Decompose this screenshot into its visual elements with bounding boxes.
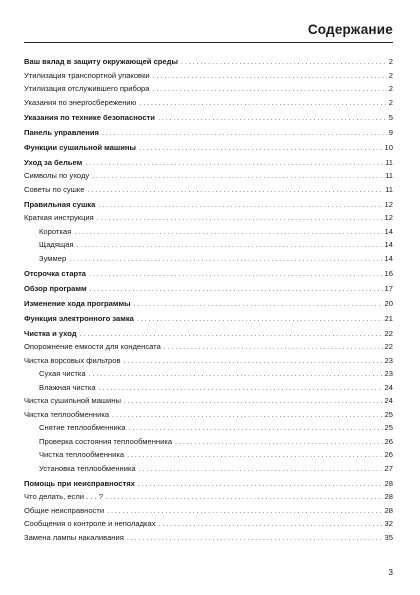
toc-entry-page: 14 [384, 226, 393, 236]
toc-dot-leader [153, 83, 387, 96]
toc-entry[interactable] [24, 69, 393, 83]
toc-entry-label: Установка теплообменника [39, 463, 136, 473]
toc-entry[interactable] [24, 198, 393, 212]
title-divider [24, 42, 393, 43]
toc-dot-leader [80, 328, 383, 341]
toc-entry-label: Уход за бельем [24, 157, 83, 167]
toc-entry-label: Общие неисправности [24, 505, 105, 515]
toc-entry-page: 14 [384, 240, 393, 249]
toc-entry-label: Указания по энергосбережению [24, 97, 137, 107]
toc-dot-leader [124, 355, 383, 368]
toc-dot-leader [85, 157, 383, 170]
toc-entry[interactable] [24, 156, 393, 170]
toc-entry-page: 14 [384, 253, 393, 263]
toc-entry-page: 22 [384, 342, 393, 351]
toc-entry-page: 23 [384, 355, 393, 365]
toc-dot-leader [134, 298, 383, 311]
toc-entry-page: 24 [384, 396, 393, 405]
toc-entry[interactable] [24, 490, 393, 504]
toc-dot-leader [137, 313, 383, 326]
toc-entry-label: Снятие теплообменника [39, 423, 126, 432]
toc-entry-label: Обзор программ [24, 283, 87, 293]
toc-entry-label: Ваш вклад в защиту окружающей среды [24, 57, 178, 66]
toc-entry-label: Замена лампы накаливания [24, 532, 124, 542]
toc-entry[interactable] [24, 55, 393, 69]
toc-entry-label: Символы по уходу [24, 171, 90, 180]
toc-entry-page: 5 [388, 112, 393, 122]
toc-entry-page: 28 [384, 505, 393, 515]
toc-entry-page: 10 [384, 142, 393, 152]
toc-dot-leader [153, 70, 387, 83]
toc-entry[interactable] [24, 421, 393, 435]
toc-entry[interactable] [24, 96, 393, 110]
toc-entry[interactable] [24, 381, 393, 395]
toc-dot-leader [87, 184, 383, 197]
toc-dot-leader [124, 395, 383, 408]
toc-entry-label: Чистка теплообменника [24, 409, 110, 419]
toc-entry-label: Советы по сушке [24, 184, 85, 194]
toc-entry-label: Отсрочка старта [24, 268, 87, 278]
toc-dot-leader [97, 212, 383, 225]
toc-dot-leader [90, 283, 383, 296]
toc-entry[interactable] [24, 111, 393, 125]
toc-entry-page: 16 [384, 268, 393, 278]
toc-entry-label: Короткая [39, 226, 72, 236]
toc-entry-page: 26 [384, 436, 393, 446]
toc-entry-page: 12 [384, 213, 393, 222]
toc-entry[interactable] [24, 340, 393, 354]
toc-entry[interactable] [24, 211, 393, 225]
toc-entry[interactable] [24, 531, 393, 545]
toc-entry[interactable] [24, 252, 393, 266]
toc-entry-label: Сухая чистка [39, 369, 86, 378]
toc-dot-leader [74, 226, 382, 239]
toc-dot-leader [139, 142, 383, 155]
toc-entry[interactable] [24, 238, 393, 252]
toc-entry-label: Утилизация транспортной упаковки [24, 70, 150, 80]
toc-entry-label: Сообщения о контроле и неполадках [24, 519, 156, 528]
toc-entry-label: Указания по технике безопасности [24, 112, 155, 122]
toc-entry[interactable] [24, 504, 393, 518]
toc-entry[interactable] [24, 477, 393, 491]
toc-entry-page: 11 [385, 171, 393, 180]
toc-entry-page: 21 [384, 313, 393, 323]
toc-entry-page: 2 [388, 57, 393, 66]
toc-entry[interactable] [24, 367, 393, 381]
toc-dot-leader [158, 112, 387, 125]
toc-dot-leader [98, 199, 382, 212]
toc-dot-leader [159, 518, 383, 531]
toc-entry[interactable] [24, 448, 393, 462]
toc-entry-label: Проверка состояния теплообменника [39, 436, 173, 446]
toc-entry-label: Щадящая [39, 240, 74, 249]
toc-dot-leader [112, 409, 382, 422]
toc-dot-leader [129, 422, 383, 435]
toc-dot-leader [99, 382, 383, 395]
toc-dot-leader [77, 239, 383, 252]
toc-entry-label: Опорожнение емкости для конденсата [24, 342, 161, 351]
toc-entry-label: Правильная сушка [24, 199, 96, 209]
toc-dot-leader [127, 449, 382, 462]
toc-entry-label: Чистка ворсовых фильтров [24, 355, 121, 365]
toc-entry-page: 24 [384, 382, 393, 392]
toc-dot-leader [92, 170, 383, 183]
toc-entry-page: 32 [384, 519, 393, 528]
toc-dot-leader [89, 268, 383, 281]
toc-entry-page: 28 [384, 478, 393, 488]
toc-dot-leader [107, 505, 382, 518]
toc-entry-label: Что делать, если . . . ? [24, 492, 104, 501]
toc-entry-page: 11 [385, 184, 393, 194]
toc-dot-leader [89, 368, 383, 381]
toc-entry[interactable] [24, 354, 393, 368]
toc-entry[interactable] [24, 327, 393, 341]
toc-entry-label: Утилизация отслужившего прибора [24, 84, 150, 93]
toc-entry-page: 27 [384, 463, 393, 473]
toc-entry-page: 9 [388, 127, 393, 137]
toc-entry[interactable] [24, 435, 393, 449]
toc-entry[interactable] [24, 82, 393, 96]
toc-dot-leader [69, 253, 382, 266]
toc-entry-page: 2 [388, 97, 393, 107]
toc-entry-page: 22 [384, 328, 393, 338]
toc-entry-page: 11 [385, 157, 393, 167]
toc-entry-label: Чистка сушильной машины [24, 396, 121, 405]
toc-dot-leader [106, 491, 383, 504]
toc-entry[interactable] [24, 462, 393, 476]
toc-dot-leader [127, 532, 383, 545]
toc-entry[interactable] [24, 408, 393, 422]
toc-entry[interactable] [24, 141, 393, 155]
toc-dot-leader [139, 463, 383, 476]
toc-entry-page: 25 [384, 409, 393, 419]
toc-entry-label: Чистка теплообменника [39, 450, 125, 459]
table-of-contents [24, 55, 393, 544]
toc-entry[interactable] [24, 312, 393, 326]
page-number: 3 [388, 568, 393, 577]
toc-entry-page: 17 [384, 283, 393, 293]
toc-entry[interactable] [24, 225, 393, 239]
toc-entry[interactable] [24, 169, 393, 183]
toc-entry-page: 2 [388, 84, 393, 93]
toc-entry-page: 20 [384, 298, 393, 308]
page-title: Содержание [307, 22, 393, 37]
toc-entry-page: 12 [384, 199, 393, 209]
toc-entry-label: Влажная чистка [39, 382, 96, 392]
toc-entry-page: 23 [384, 369, 393, 378]
toc-dot-leader [139, 97, 386, 110]
toc-entry-page: 35 [384, 532, 393, 542]
toc-entry[interactable] [24, 183, 393, 197]
toc-entry-label: Изменение хода программы [24, 298, 131, 308]
toc-entry-page: 2 [388, 70, 393, 80]
toc-dot-leader [181, 56, 387, 69]
toc-dot-leader [102, 127, 387, 140]
toc-entry[interactable] [24, 126, 393, 140]
toc-entry[interactable] [24, 297, 393, 311]
toc-entry[interactable] [24, 267, 393, 281]
toc-entry[interactable] [24, 282, 393, 296]
toc-entry-label: Функции сушильной машины [24, 142, 136, 152]
toc-entry-label: Чистка и уход [24, 328, 77, 338]
toc-entry-label: Функция электронного замка [24, 313, 134, 323]
toc-dot-leader [175, 436, 382, 449]
toc-entry-label: Краткая инструкция [24, 213, 94, 222]
toc-entry[interactable] [24, 394, 393, 408]
toc-entry-page: 26 [384, 450, 393, 459]
toc-entry-page: 28 [384, 492, 393, 501]
toc-dot-leader [138, 478, 383, 491]
toc-entry-page: 25 [384, 423, 393, 432]
toc-dot-leader [164, 341, 383, 354]
toc-entry-label: Зуммер [39, 253, 67, 263]
toc-entry-label: Помощь при неисправностях [24, 478, 135, 488]
toc-entry-label: Панель управления [24, 127, 99, 137]
toc-entry[interactable] [24, 517, 393, 531]
